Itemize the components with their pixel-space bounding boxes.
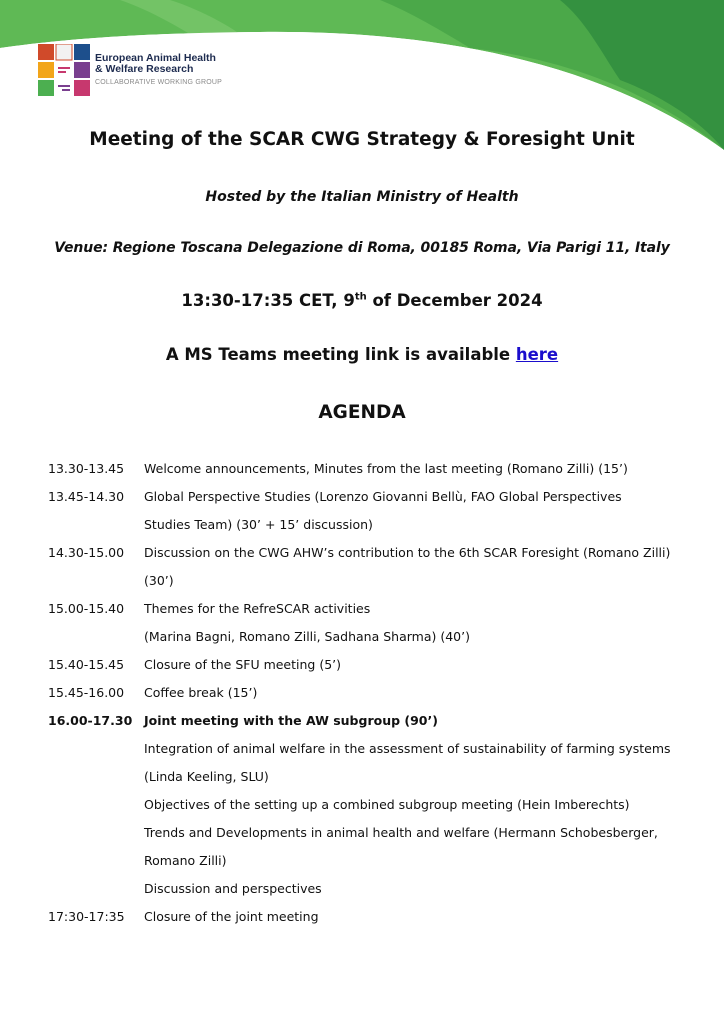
agenda-description: Closure of the joint meeting [144,909,319,924]
agenda-item [48,710,688,738]
agenda-time [48,626,144,654]
agenda-item [48,654,688,682]
document-title: Meeting of the SCAR CWG Strategy & Foresight Unit [89,129,635,150]
agenda-description: Coffee break (15’) [144,685,258,700]
agenda-time [48,514,144,542]
agenda-description: Welcome announcements, Minutes from the last meeting (Romano Zilli) (15’) [144,461,628,476]
agenda-description: Discussion on the CWG AHW’s contribution to the 6th SCAR Foresight (Romano Zilli) [144,545,671,560]
teams-text: A MS Teams meeting link is available [165,345,516,364]
agenda-time: 15.45-16.00 [48,685,125,700]
agenda-description: Romano Zilli) [144,853,227,868]
agenda-time [48,570,144,598]
org-logo [38,44,222,96]
agenda-description: (Marina Bagni, Romano Zilli, Sadhana Sharma) (40’) [144,629,470,644]
agenda-description: Closure of the SFU meeting (5’) [144,657,342,672]
agenda-description: Objectives of the setting up a combined subgroup meeting (Hein Imberechts) [144,797,630,812]
agenda-item [48,822,688,850]
agenda-item [48,570,688,598]
agenda-time: 16.00-17.30 [48,713,133,728]
logo-line-1: European Animal Health [95,51,216,64]
datetime-post: of December 2024 [366,291,543,310]
agenda-list [48,458,688,934]
logo-text [95,53,222,88]
agenda-time [48,766,144,794]
datetime-line [0,291,724,310]
agenda-description: (Linda Keeling, SLU) [144,769,269,784]
teams-line [0,345,724,364]
logo-line-2: & Welfare Research [95,62,194,75]
agenda-time: 17:30-17:35 [48,909,125,924]
agenda-description: Studies Team) (30’ + 15’ discussion) [144,517,373,532]
agenda-item [48,514,688,542]
agenda-item [48,878,688,906]
agenda-item [48,850,688,878]
agenda-item [48,458,688,486]
agenda-time [48,850,144,878]
agenda-description: Global Perspective Studies (Lorenzo Giovanni Bellù, FAO Global Perspectives [144,489,622,504]
agenda-item [48,738,688,766]
agenda-time: 15.00-15.40 [48,601,125,616]
datetime-sup: th [354,291,367,303]
agenda-item [48,766,688,794]
agenda-item [48,906,688,934]
datetime-pre: 13:30-17:35 CET, 9 [181,291,355,310]
venue-line: Venue: Regione Toscana Delegazione di Roma, 00185 Roma, Via Parigi 11, Italy [54,240,670,256]
agenda-time [48,878,144,906]
agenda-description: (30’) [144,573,174,588]
agenda-time: 13.30-13.45 [48,461,125,476]
agenda-time: 14.30-15.00 [48,545,125,560]
agenda-heading: AGENDA [318,402,406,423]
agenda-item [48,598,688,626]
agenda-time [48,794,144,822]
agenda-item [48,542,688,570]
agenda-description: Trends and Developments in animal health and welfare (Hermann Schobesberger, [144,825,658,840]
agenda-item [48,486,688,514]
agenda-description: Integration of animal welfare in the assessment of sustainability of farming systems [144,741,671,756]
teams-link[interactable]: here [515,345,559,364]
agenda-description: Discussion and perspectives [144,881,322,896]
agenda-time: 13.45-14.30 [48,489,125,504]
agenda-item [48,626,688,654]
agenda-item [48,682,688,710]
agenda-time [48,822,144,850]
agenda-item [48,794,688,822]
logo-animal-icon [38,44,90,96]
agenda-description: Themes for the RefreSCAR activities [144,601,371,616]
logo-line-3: COLLABORATIVE WORKING GROUP [95,78,223,86]
agenda-description: Joint meeting with the AW subgroup (90’) [144,713,438,728]
agenda-time [48,738,144,766]
host-line: Hosted by the Italian Ministry of Health [205,189,519,205]
agenda-time: 15.40-15.45 [48,657,125,672]
